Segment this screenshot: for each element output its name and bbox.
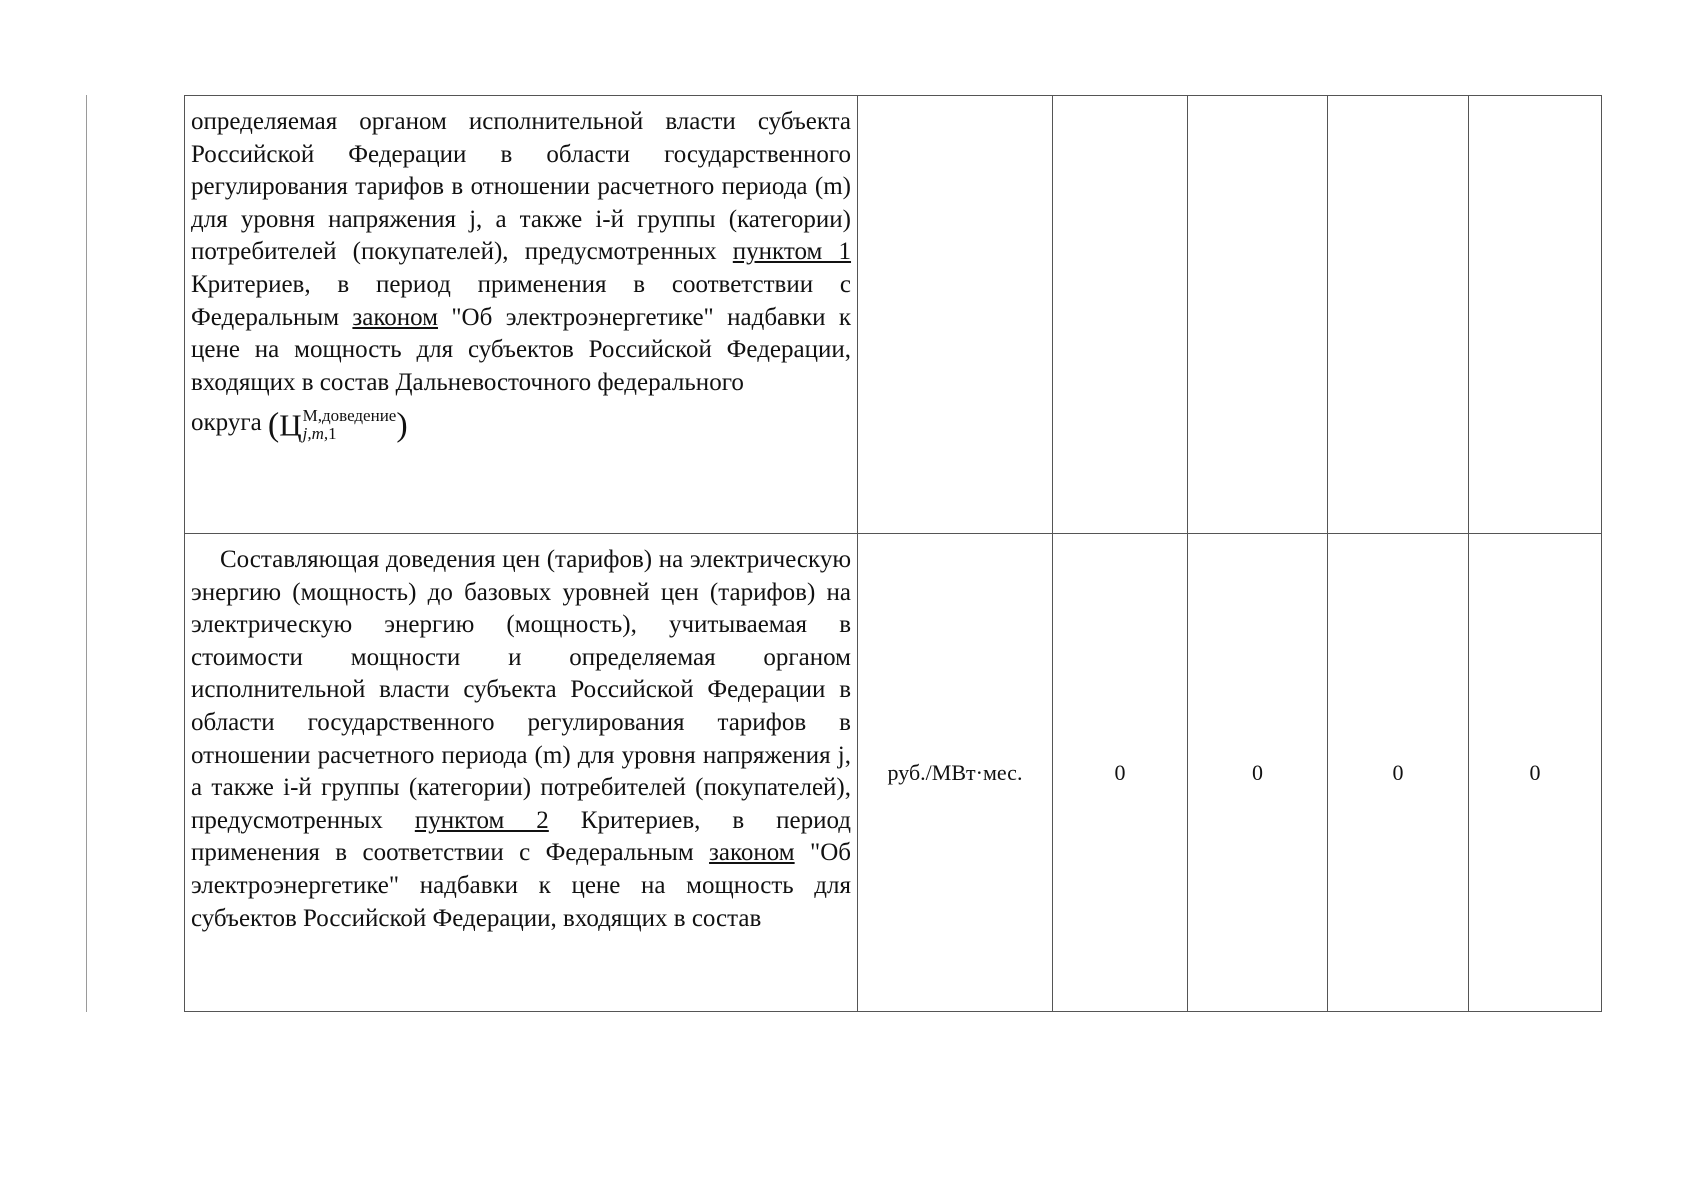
row1-line-6: потребителей (покупателей), предусмотренных xyxy=(191,238,717,266)
formula-superscript: М,доведение xyxy=(302,406,397,426)
row1-unit-cell xyxy=(858,96,1053,534)
row1-line-5: напряжения j, а также i-й группы (категории) xyxy=(328,205,851,233)
price-formula: (Ц М,доведение j,m,1 ) xyxy=(267,406,408,444)
row1-line-2: субъекта Российской Федерации в области xyxy=(191,108,852,168)
tariff-table xyxy=(184,95,1602,1012)
row2-value-4: 0 xyxy=(1469,534,1602,1012)
row2-law-link[interactable]: законом xyxy=(709,839,795,867)
row2-after-law: "Об электроэнергетике" надбавки к цене на мощность для субъектов Российской Федерации, входящих в состав xyxy=(191,839,851,932)
row2-after-link: Критериев, в период применения в соответствии с Федеральным xyxy=(191,806,851,867)
row1-value-4 xyxy=(1469,96,1602,534)
row1-line-3: государственного регулирования тарифов в xyxy=(191,140,851,201)
row1-value-3 xyxy=(1328,96,1469,534)
row1-law-link[interactable]: законом xyxy=(352,303,438,331)
row1-clause-link[interactable]: пунктом 1 xyxy=(732,238,852,266)
row1-description-cell xyxy=(185,96,858,534)
margin-rule xyxy=(86,95,87,1012)
row1-after-law: "Об электроэнергетике" надбавки к цене на мощность для субъектов Российской Федерации, входящих в состав Дальневосточного федерального xyxy=(191,303,851,396)
row1-last-line xyxy=(191,403,851,445)
table-row xyxy=(185,534,1602,1012)
row2-description-cell xyxy=(185,534,858,1012)
row2-value-1: 0 xyxy=(1053,534,1188,1012)
row1-value-1 xyxy=(1053,96,1188,534)
row2-value-2: 0 xyxy=(1188,534,1328,1012)
row1-line-1: определяемая органом исполнительной власти xyxy=(191,108,736,135)
row1-value-2 xyxy=(1188,96,1328,534)
formula-subscript: j,m, xyxy=(302,424,329,444)
row1-after-link: Критериев, в период применения в соответствии с Федеральным xyxy=(191,270,851,331)
row2-value-3: 0 xyxy=(1328,534,1469,1012)
row2-intro: Составляющая доведения цен (тарифов) на электрическую энергию (мощность) до базовых уровней цен (тарифов) на электрическую энергию (мощность), учитываемая в стоимости мощности и определяемая органом исполнительной власти субъекта Российской Федерации в области государственного регулирования тарифов в отношении расчетного периода (m) для уровня напряжения j, а также i-й группы (категории) потребителей (покупателей), предусмотренных xyxy=(191,546,851,834)
row2-description xyxy=(191,544,851,935)
formula-base: Ц xyxy=(279,407,302,443)
row1-last-word: округа xyxy=(191,409,262,437)
row2-unit-cell: руб./МВт·мес. xyxy=(858,534,1053,1012)
formula-subscript-index: 1 xyxy=(328,424,337,444)
row1-description xyxy=(191,106,851,399)
row1-line-4: отношении расчетного периода (m) для уровня xyxy=(191,173,851,233)
table-row xyxy=(185,96,1602,534)
row2-clause-link[interactable]: пунктом 2 xyxy=(414,806,549,834)
